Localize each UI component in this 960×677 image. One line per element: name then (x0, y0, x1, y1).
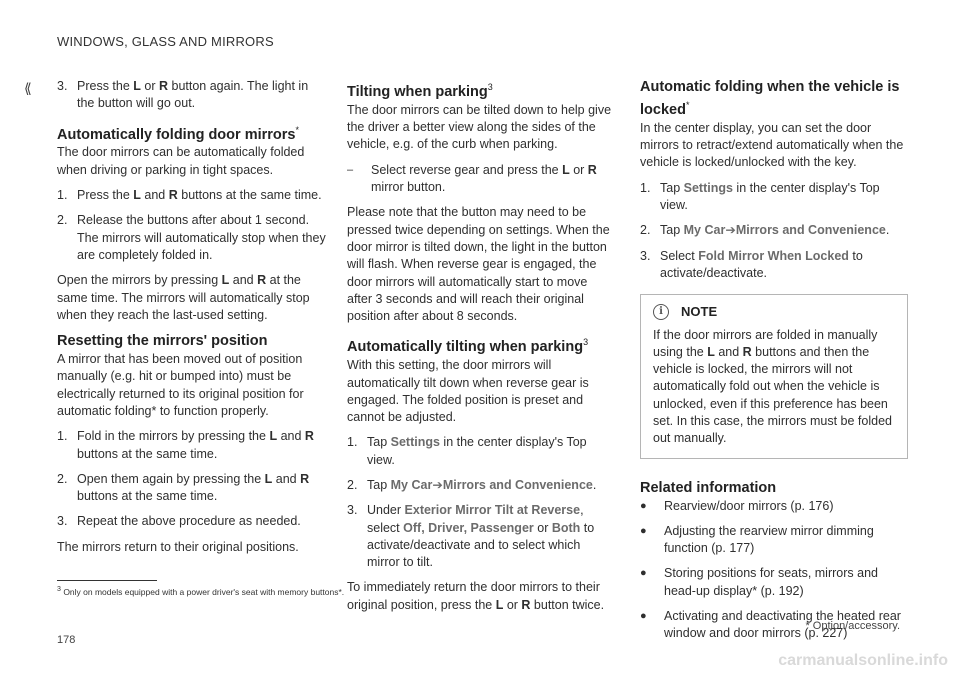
return-text: The mirrors return to their original positions. (57, 539, 299, 554)
my-car-link[interactable]: My Car (390, 478, 433, 492)
footnote: $^3$ Only on models equipped with a power driver's seat with memory buttons*. (57, 585, 345, 597)
step-item: 2. Tap My Car➔Mirrors and Convenience. (640, 223, 890, 238)
page-header: WINDOWS, GLASS AND MIRRORS (57, 34, 274, 49)
open-mirrors-text: Open the mirrors by pressing L and R at the same time. The mirrors will automatically stop when they reach the last-used setting. (57, 273, 310, 322)
settings-link[interactable]: Settings (390, 435, 440, 450)
step-item: 3. Press the L or R button again. The light in the button will go out. (57, 79, 309, 111)
related-link[interactable]: ● Activating and deactivating the heated rear window and door mirrors (p. 227) (640, 608, 908, 643)
page-number: 178 (57, 634, 76, 646)
my-car-link[interactable]: My Car (683, 223, 726, 238)
info-icon: i (653, 304, 669, 320)
step-item: 3. Under Exterior Mirror Tilt at Reverse, select Off, Driver, Passenger or Both to activate/deactivate and to select which mirror to tilt. (347, 503, 595, 570)
related-link[interactable]: ● Adjusting the rearview mirror dimming function (p. 177) (640, 523, 908, 558)
step-item: 1. Tap Settings in the center display's Top view. (640, 180, 880, 213)
watermark: carmanualsonline.info (778, 652, 948, 669)
tilt-note: Please note that the button may need to be pressed twice depending on settings. When the door mirror is tilted down, the light in the button will flash. When reverse gear is engaged, the door mirrors will automatically start to move after 3 seconds and will reach their original position after about 8 seconds. (347, 205, 610, 324)
step-item: 3. Select Fold Mirror When Locked to activate/deactivate. (640, 248, 863, 280)
footnote-divider (57, 580, 157, 581)
settings-link[interactable]: Settings (683, 180, 733, 195)
fold-when-locked-option[interactable]: Fold Mirror When Locked (698, 248, 849, 263)
autotilt-intro: With this setting, the door mirrors will automatically tilt down when reverse gear is engaged. The folded position is preset and cannot be adjusted. (347, 358, 589, 425)
lock-intro: In the center display, you can set the door mirrors to retract/extend automatically when the vehicle is locked/unlocked with the key. (640, 120, 904, 170)
bullet-icon: ● (640, 610, 647, 623)
related-link[interactable]: ● Rearview/door mirrors (p. 176) (640, 498, 908, 515)
dash-item: – Select reverse gear and press the L or R mirror button. (347, 162, 597, 195)
note-text: If the door mirrors are folded in manually using the L and R buttons and then the vehicle is locked, the mirrors will not automatically fold out when the vehicle is unlocked, even if this preference has been set. In this case, the mirrors must be folded out manually. (653, 327, 892, 446)
immediate-return-text: To immediately return the door mirrors to their original position, press the L or R button twice. (347, 580, 605, 612)
heading-resetting: Resetting the mirrors' position (57, 333, 268, 350)
mirrors-convenience-link[interactable]: Mirrors and Convenience (735, 223, 886, 238)
column-3 (640, 78, 908, 651)
column-2 (347, 78, 614, 622)
back-nav-icon[interactable]: ⟪ (24, 80, 32, 96)
bullet-icon: ● (640, 567, 647, 580)
step-item: 1. Fold in the mirrors by pressing the L and R buttons at the same time. (57, 429, 314, 461)
arrow-right-icon: ➔ (725, 223, 736, 238)
heading-tilting: Tilting when parking$^3$ (347, 82, 493, 100)
heading-auto-tilting: Automatically tilting when parking$^3$ (347, 337, 589, 356)
step-item: 1. Tap Settings in the center display's Top view. (347, 435, 587, 467)
bullet-icon: ● (640, 524, 647, 537)
note-title: NOTE (681, 304, 718, 320)
reset-intro: A mirror that has been moved out of position manually (e.g. hit or bumped into) must be electrically returned to its original position for automatic folding* to function properly. (57, 352, 304, 418)
related-link[interactable]: ● Storing positions for seats, mirrors and head-up display* (p. 192) (640, 565, 908, 600)
tilt-both-option[interactable]: Both (551, 520, 581, 535)
step-item: 2. Tap My Car➔Mirrors and Convenience. (347, 478, 597, 492)
bullet-icon: ● (640, 499, 647, 512)
heading-auto-folding: Automatically folding door mirrors* (57, 124, 299, 143)
step-item: 1. Press the L and R buttons at the same time. (57, 188, 322, 203)
note-box (640, 294, 908, 458)
step-item: 2. Release the buttons after about 1 second. The mirrors will automatically stop when they are completely folded in. (57, 213, 326, 262)
option-note: * Option/accessory. (805, 620, 900, 632)
heading-related-info: Related information (640, 479, 777, 496)
tilt-intro: The door mirrors can be tilted down to help give the driver a better view along the sides of the vehicle, e.g. of the curb when parking. (347, 102, 612, 152)
tilt-at-reverse-option[interactable]: Exterior Mirror Tilt at Reverse (404, 503, 581, 518)
mirrors-convenience-link[interactable]: Mirrors and Convenience (442, 478, 593, 492)
column-1 (57, 78, 327, 564)
arrow-right-icon: ➔ (432, 478, 443, 492)
auto-fold-intro: The door mirrors can be automatically folded when driving or parking in tight spaces. (57, 145, 305, 177)
heading-auto-folding-locked: Automatic folding when the vehicle is locked* (640, 79, 900, 118)
tilt-options[interactable]: Off, Driver, Passenger (403, 520, 534, 535)
step-item: 2. Open them again by pressing the L and R buttons at the same time. (57, 471, 310, 504)
step-item: 3. Repeat the above procedure as needed. (57, 514, 301, 529)
